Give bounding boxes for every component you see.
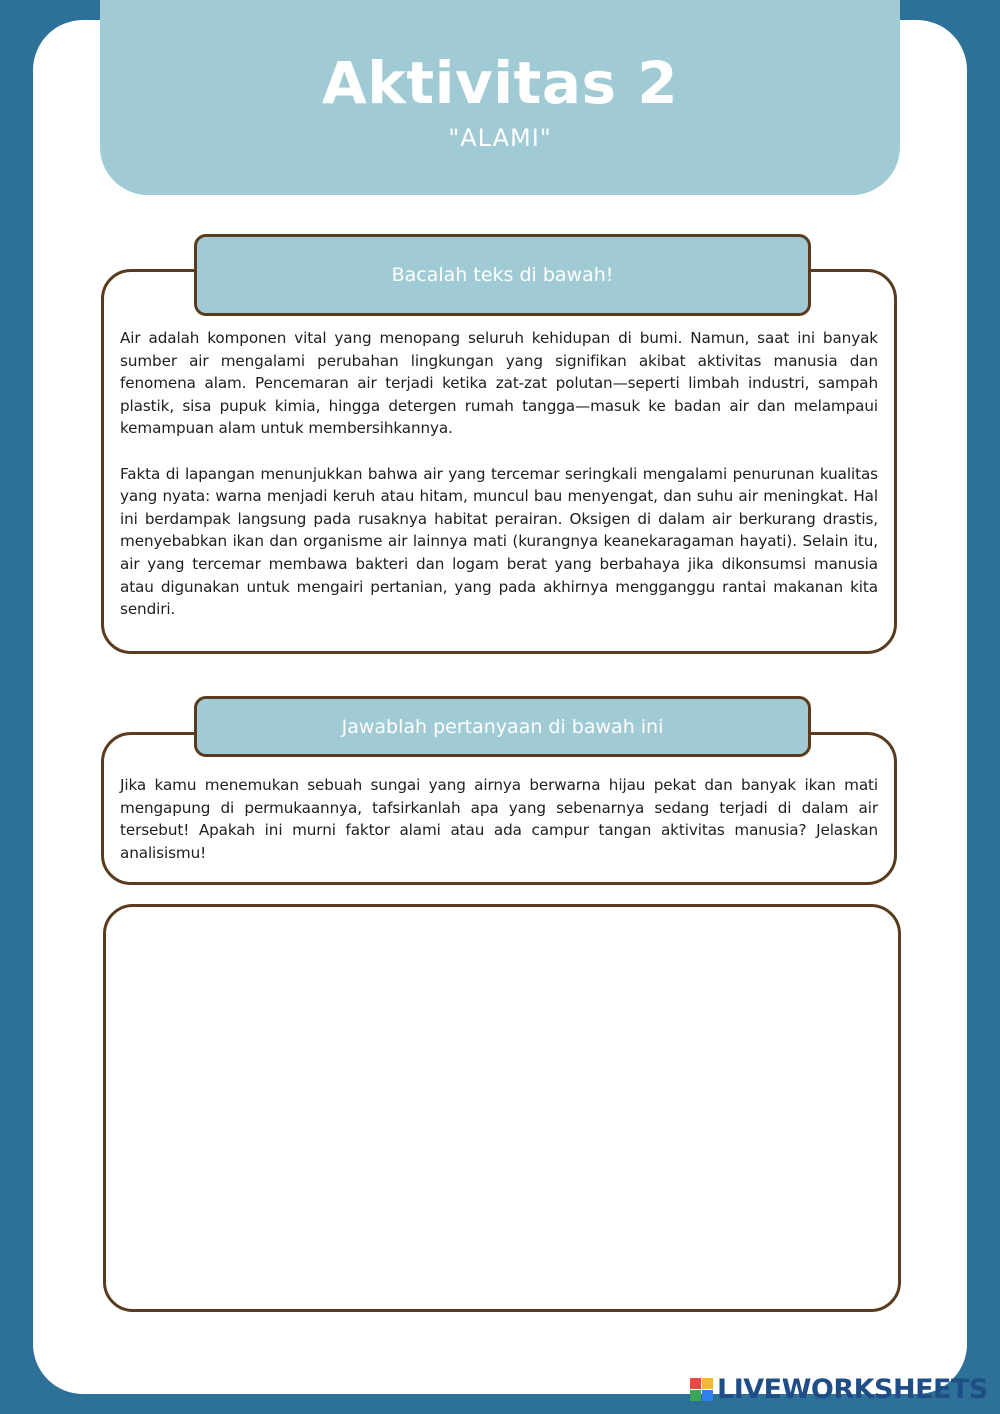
reading-tab-label: Bacalah teks di bawah! [391,264,614,286]
brand-name: LIVEWORKSHEETS [717,1373,988,1405]
reading-text [120,327,878,621]
question-paragraph: Jika kamu menemukan sebuah sungai yang airnya berwarna hijau pekat dan banyak ikan mati mengapung di permukaannya, tafsirkanlah apa yang sebenarnya sedang terjadi di dalam air tersebut! Apakah ini murni faktor alami atau ada campur tangan aktivitas manusia? Jelaskan analisismu! [120,776,878,862]
reading-paragraph: Fakta di lapangan menunjukkan bahwa air yang tercemar seringkali mengalami penurunan kualitas yang nyata: warna menjadi keruh atau hitam, muncul bau menyengat, dan suhu air meningkat. Hal ini berdampak langsung pada rusaknya habitat perairan. Oksigen di dalam air berkurang drastis, menyebabkan ikan dan organisme air lainnya mati (kurangnya keanekaragaman hayati). Selain itu, air yang tercemar membawa bakteri dan logam berat yang berbahaya jika dikonsumsi manusia atau digunakan untuk mengairi pertanian, yang pada akhirnya mengganggu rantai makanan kita sendiri. [120,464,878,619]
reading-paragraph: Air adalah komponen vital yang menopang seluruh kehidupan di bumi. Namun, saat ini banyak sumber air mengalami perubahan lingkungan yang signifikan akibat aktivitas manusia dan fenomena alam. Pencemaran air terjadi ketika zat-zat polutan—seperti limbah industri, sampah plastik, sisa pupuk kimia, hingga detergen rumah tangga—masuk ke badan air dan melampaui kemampuan alam untuk membersihkannya. [120,329,878,438]
page-title: Aktivitas 2 [321,49,679,117]
question-tab-header [194,696,811,757]
question-tab-label: Jawablah pertanyaan di bawah ini [341,716,664,738]
answer-input[interactable] [128,929,880,1291]
header-banner [100,0,900,195]
question-text [120,774,878,864]
brand-watermark [690,1372,988,1406]
reading-tab-header [194,234,811,316]
answer-box [103,904,901,1312]
page-subtitle: "ALAMI" [448,124,552,152]
liveworksheets-logo-icon [690,1378,713,1401]
